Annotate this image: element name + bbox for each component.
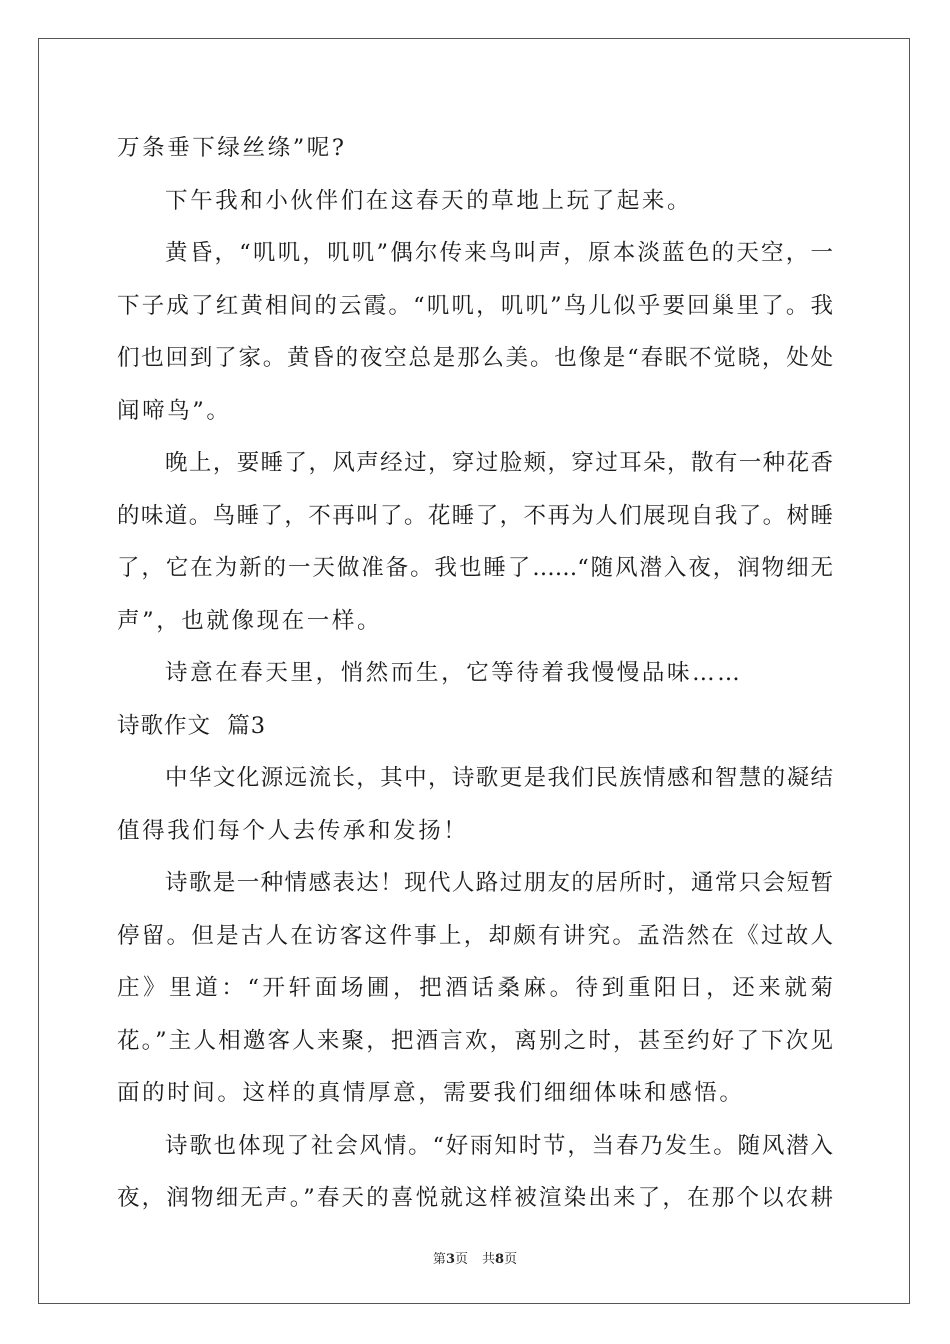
text-line: 值得我们每个人去传承和发扬！	[117, 817, 469, 844]
paragraph-line: 中华文化源远流长，其中，诗歌更是我们民族情感和智慧的凝结	[165, 765, 833, 791]
text-line: 万条垂下绿丝绦”呢?	[117, 135, 347, 161]
total-label-prefix: 共	[482, 1252, 496, 1267]
text-line: 面的时间。这样的真情厚意，需要我们细细体味和感悟。	[117, 1080, 745, 1106]
total-label-suffix: 页	[504, 1252, 518, 1267]
paragraph-line: 下午我和小伙伴们在这春天的草地上玩了起来。	[165, 187, 693, 214]
text-line: 了，它在为新的一天做准备。我也睡了……“随风潜入夜，润物细无	[117, 555, 833, 581]
text-line: 的味道。鸟睡了，不再叫了。花睡了，不再为人们展现自我了。树睡	[117, 502, 833, 529]
text-line: 停留。但是古人在访客这件事上，却颇有讲究。孟浩然在《过故人	[117, 922, 833, 949]
current-page-number: 3	[445, 1252, 455, 1267]
text-line: 花。”主人相邀客人来聚，把酒言欢，离别之时，甚至约好了下次见	[117, 1027, 833, 1054]
text-line: 庄》里道：“开轩面场圃，把酒话桑麻。待到重阳日，还来就菊	[117, 975, 833, 1001]
paragraph-line: 诗意在春天里，悄然而生，它等待着我慢慢品味……	[165, 660, 743, 686]
paragraph-line: 黄昏，“叽叽，叽叽”偶尔传来鸟叫声，原本淡蓝色的天空，一	[165, 240, 833, 266]
paragraph-line: 诗歌是一种情感表达！现代人路过朋友的居所时，通常只会短暂	[165, 870, 833, 896]
text-line: 闻啼鸟”。	[117, 397, 232, 424]
total-page-count: 8	[495, 1252, 505, 1267]
page-label-suffix: 页	[454, 1252, 468, 1267]
paragraph-line: 诗歌也体现了社会风情。“好雨知时节，当春乃发生。随风潜入	[165, 1132, 833, 1159]
page-label-prefix: 第	[432, 1252, 446, 1267]
text-line: 们也回到了家。黄昏的夜空总是那么美。也像是“春眠不觉晓，处处	[117, 345, 833, 371]
page-footer	[0, 1248, 950, 1267]
text-line: 声”，也就像现在一样。	[117, 607, 383, 634]
text-line: 下子成了红黄相间的云霞。“叽叽，叽叽”鸟儿似乎要回巢里了。我	[117, 292, 833, 319]
section-heading: 诗歌作文 篇3	[117, 712, 267, 739]
document-body	[117, 122, 833, 1225]
text-line: 夜，润物细无声。”春天的喜悦就这样被渲染出来了，在那个以农耕	[117, 1185, 833, 1211]
paragraph-line: 晚上，要睡了，风声经过，穿过脸颊，穿过耳朵，散有一种花香	[165, 450, 833, 476]
